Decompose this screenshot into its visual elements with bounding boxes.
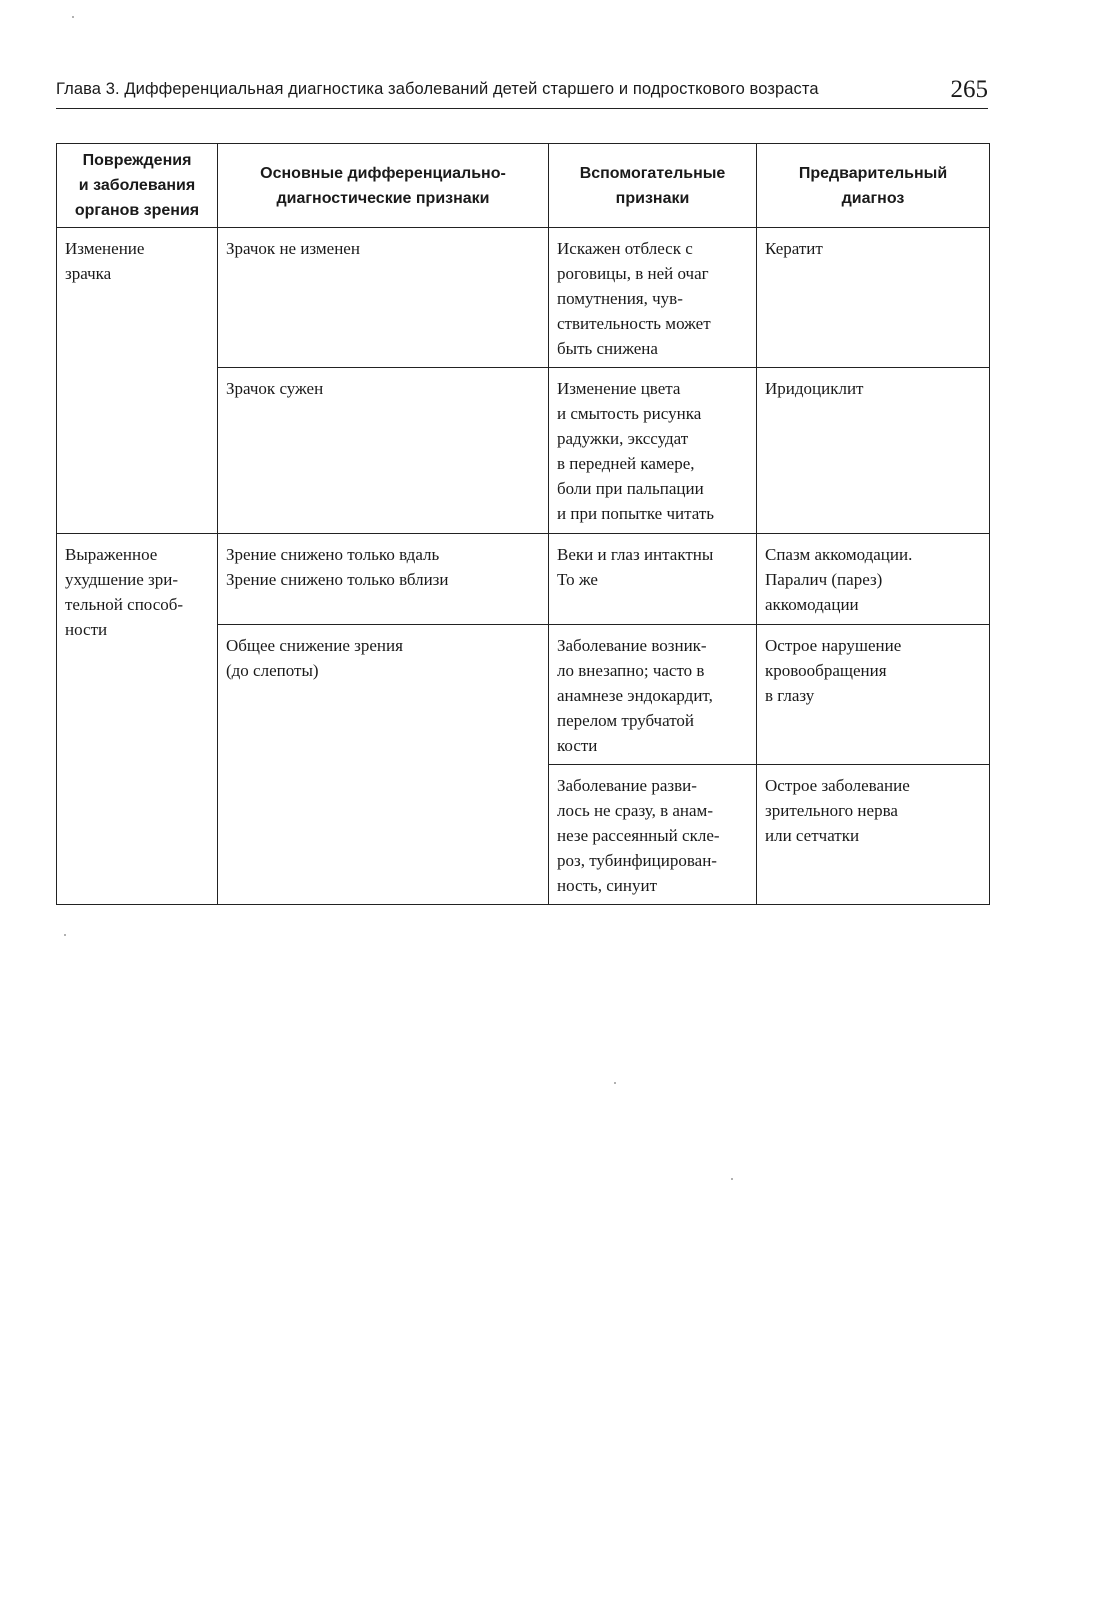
diagnosis-cell: Иридоциклит: [757, 368, 990, 534]
main-signs-cell: Зрение снижено только вдаль Зрение снижено только вблизи: [218, 534, 549, 625]
scan-speck: [614, 1082, 616, 1084]
chapter-title: Глава 3. Дифференциальная диагностика заболеваний детей старшего и подросткового возраста: [56, 80, 819, 98]
aux-signs-cell: Изменение цвета и смытость рисунка радужки, экссудат в передней камере, боли при пальпации и при попытке читать: [549, 368, 757, 534]
column-header-aux-signs: Вспомогательные признаки: [549, 144, 757, 228]
aux-signs-cell: Искажен отблеск с роговицы, в ней очаг помутнения, чув- ствительность может быть снижена: [549, 228, 757, 368]
diagnosis-cell: Кератит: [757, 228, 990, 368]
diagnosis-cell: Спазм аккомодации. Паралич (парез) аккомодации: [757, 534, 990, 625]
condition-cell: Изменение зрачка: [57, 228, 218, 534]
aux-signs-cell: Заболевание разви- лось не сразу, в анам- незе рассеянный скле- роз, тубинфицирован- ность, синуит: [549, 765, 757, 905]
column-header-main-signs: Основные дифференциально- диагностические признаки: [218, 144, 549, 228]
table-row: [57, 228, 990, 368]
page-number: 265: [950, 76, 988, 103]
scan-speck: [72, 16, 74, 18]
aux-signs-cell: Веки и глаз интактны То же: [549, 534, 757, 625]
scan-speck: [64, 934, 66, 936]
diagnosis-cell: Острое нарушение кровообращения в глазу: [757, 625, 990, 765]
main-signs-cell: Зрачок сужен: [218, 368, 549, 534]
scan-speck: [731, 1178, 733, 1180]
condition-cell: Выраженное ухудшение зри- тельной способ- ности: [57, 534, 218, 905]
diagnosis-table: [56, 143, 990, 905]
column-header-diagnosis: Предварительный диагноз: [757, 144, 990, 228]
diagnosis-cell: Острое заболевание зрительного нерва или сетчатки: [757, 765, 990, 905]
column-header-condition: Повреждения и заболевания органов зрения: [57, 144, 218, 228]
table-row: [57, 534, 990, 625]
table-header-row: [57, 144, 990, 228]
main-signs-cell: Общее снижение зрения (до слепоты): [218, 625, 549, 905]
main-signs-cell: Зрачок не изменен: [218, 228, 549, 368]
aux-signs-cell: Заболевание возник- ло внезапно; часто в анамнезе эндокардит, перелом трубчатой кости: [549, 625, 757, 765]
running-header: [56, 72, 988, 109]
